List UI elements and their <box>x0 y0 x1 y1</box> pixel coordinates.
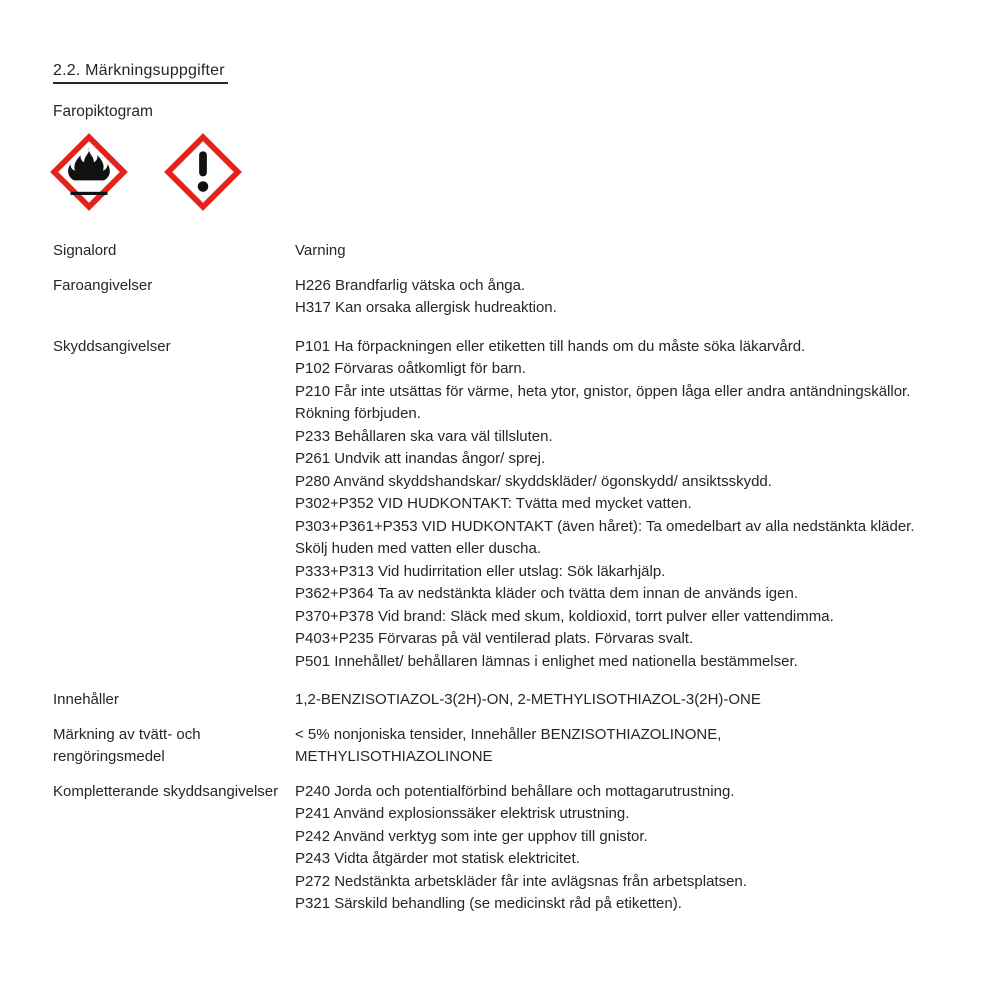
row-kompletterande <box>53 781 960 916</box>
value-line: H317 Kan orsaka allergisk hudreaktion. <box>295 299 557 316</box>
value-line: < 5% nonjoniska tensider, Innehåller BENZISOTHIAZOLINONE, <box>295 725 722 743</box>
flame-pictogram-icon <box>45 128 133 216</box>
value-line: METHYLISOTHIAZOLINONE <box>295 748 493 765</box>
value-line: P233 Behållaren ska vara väl tillsluten. <box>295 427 553 445</box>
value-line: P403+P235 Förvaras på väl ventilerad plats. Förvaras svalt. <box>295 630 694 647</box>
value-line: P240 Jorda och potentialförbind behållare och mottagarutrustning. <box>295 782 735 800</box>
value-line: Rökning förbjuden. <box>295 405 421 422</box>
exclamation-mark-pictogram-icon <box>159 128 247 216</box>
row-label: Kompletterande skyddsangivelser <box>53 782 279 800</box>
value-line: 1,2-BENZISOTIAZOL-3(2H)-ON, 2-METHYLISOTHIAZOL-3(2H)-ONE <box>295 691 761 708</box>
value-line: H226 Brandfarlig vätska och ånga. <box>295 276 526 294</box>
row-innehaller <box>53 689 960 712</box>
value-line: P272 Nedstänkta arbetskläder får inte avlägsnas från arbetsplatsen. <box>295 872 747 890</box>
value-line: P243 Vidta åtgärder mot statisk elektricitet. <box>295 850 580 867</box>
value-line: P101 Ha förpackningen eller etiketten till hands om du måste söka läkarvård. <box>295 337 806 355</box>
row-value <box>295 689 960 712</box>
row-signalord <box>53 240 960 263</box>
row-value <box>295 275 960 320</box>
value-line: P370+P378 Vid brand: Släck med skum, koldioxid, torrt pulver eller vattendimma. <box>295 607 834 625</box>
value-line: Varning <box>295 242 346 259</box>
value-line: P242 Använd verktyg som inte ger upphov till gnistor. <box>295 827 648 845</box>
value-line: P333+P313 Vid hudirritation eller utslag: Sök läkarhjälp. <box>295 562 666 580</box>
row-value <box>295 781 960 916</box>
value-line: P261 Undvik att inandas ångor/ sprej. <box>295 450 546 467</box>
value-line: P501 Innehållet/ behållaren lämnas i enlighet med nationella bestämmelser. <box>295 652 798 670</box>
value-line: Skölj huden med vatten eller duscha. <box>295 540 541 557</box>
value-line: P303+P361+P353 VID HUDKONTAKT (även håret): Ta omedelbart av alla nedstänkta kläder. <box>295 517 915 535</box>
value-line: P321 Särskild behandling (se medicinskt råd på etiketten). <box>295 895 682 912</box>
row-value <box>295 336 960 674</box>
value-line: P280 Använd skyddshandskar/ skyddskläder/ ögonskydd/ ansiktsskydd. <box>295 472 772 490</box>
row-value <box>295 240 960 263</box>
row-markning-tvatt <box>53 724 960 769</box>
hazard-pictograms <box>45 127 960 217</box>
row-label: Märkning av tvätt- och rengöringsmedel <box>53 725 201 765</box>
value-line: P362+P364 Ta av nedstänkta kläder och tvätta dem innan de används igen. <box>295 585 798 602</box>
row-label: Faroangivelser <box>53 276 153 294</box>
row-value <box>295 724 960 769</box>
row-label: Signalord <box>53 242 117 259</box>
pictogram-heading: Faropiktogram <box>53 103 153 120</box>
row-label: Innehåller <box>53 691 119 708</box>
row-skyddsangivelser <box>53 336 960 674</box>
value-line: P210 Får inte utsättas för värme, heta ytor, gnistor, öppen låga eller andra antändningskällor. <box>295 382 911 400</box>
value-line: P241 Använd explosionssäker elektrisk utrustning. <box>295 805 630 822</box>
row-label: Skyddsangivelser <box>53 337 171 355</box>
section-title: 2.2. Märkningsuppgifter <box>53 62 228 84</box>
row-faroangivelser <box>53 275 960 320</box>
value-line: P302+P352 VID HUDKONTAKT: Tvätta med mycket vatten. <box>295 495 692 512</box>
value-line: P102 Förvaras oåtkomligt för barn. <box>295 360 526 377</box>
label-rows <box>53 240 960 916</box>
